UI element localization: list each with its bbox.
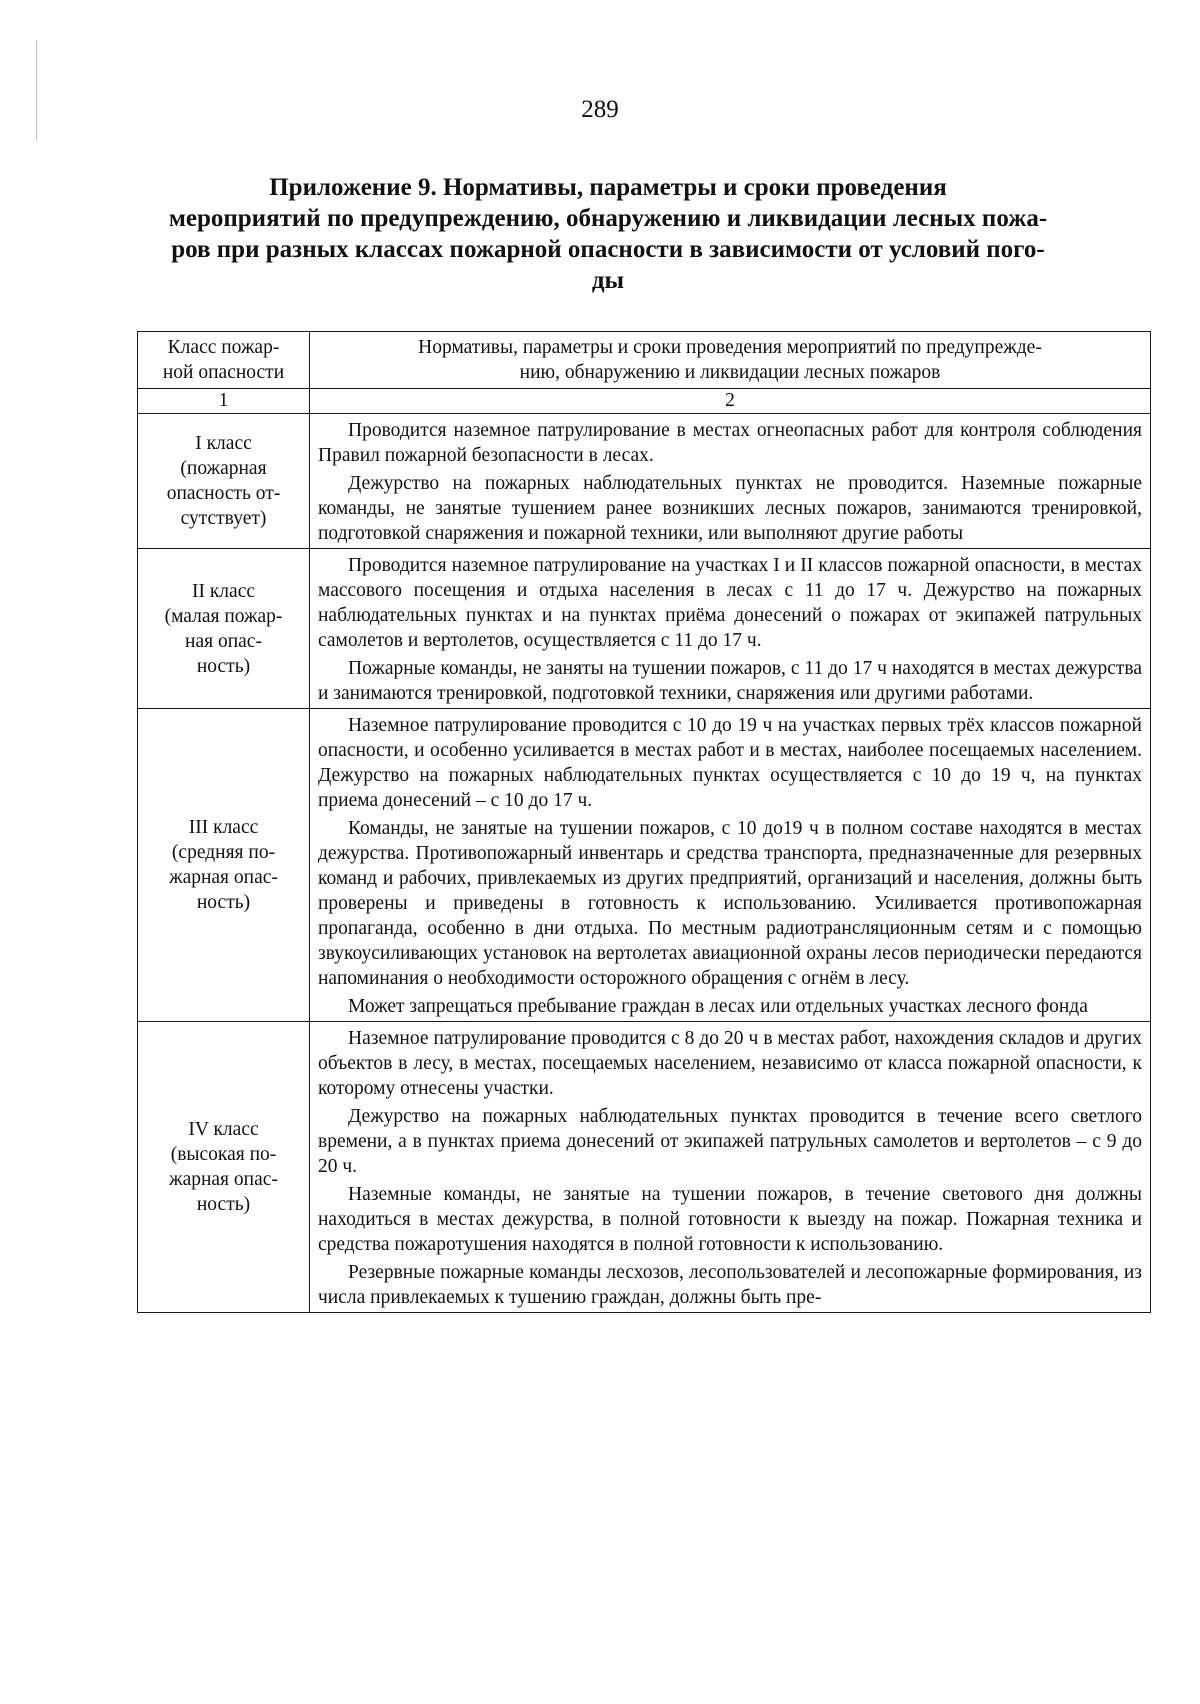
heading-line: ды (591, 267, 625, 294)
norms-paragraph: Проводится наземное патрулирование в местах огнеопасных работ для контроля соблюдения Правил пожарной безопасности в лесах. (318, 420, 1142, 466)
norms-paragraph: Пожарные команды, не заняты на тушении пожаров, с 11 до 17 ч находятся в местах дежурства и занимаются тренировкой, подготовкой техники, снаряжения или другими работами. (318, 658, 1142, 704)
norms-paragraph: Может запрещаться пребывание граждан в лесах или отдельных участках лесного фонда (348, 996, 1088, 1017)
class-line: I класс (195, 433, 252, 454)
fire-class-cell (138, 414, 310, 549)
column-number-row (138, 389, 1151, 414)
class-line: (высокая по- (170, 1144, 277, 1165)
heading-line: Приложение 9. Нормативы, параметры и сроки проведения (269, 174, 947, 201)
fire-class-cell (138, 1022, 310, 1313)
norms-paragraph: Наземное патрулирование проводится с 8 до 20 ч в местах работ, нахождения складов и других объектов в лесу, в местах, посещаемых населением, независимо от класса пожарной опасности, к которому отнесены участки. (318, 1028, 1142, 1099)
heading-line: мероприятий по предупреждению, обнаружению и ликвидации лесных пожа- (168, 205, 1048, 232)
header-line: Класс пожар- (167, 337, 280, 358)
class-line: II класс (191, 580, 256, 602)
table-row (138, 709, 1151, 1022)
norms-cell (310, 414, 1151, 549)
norms-paragraph: Наземные команды, не занятые на тушении пожаров, в течение светового дня должны находиться в местах дежурства, в полной готовности к выезду на пожар. Пожарная техника и средства пожаротушения находятся в полной готовности к использованию. (318, 1184, 1142, 1255)
norms-paragraph: Резервные пожарные команды лесхозов, лесопользователей и лесопожарные формирования, из числа привлекаемых к тушению граждан, должны быть пре- (318, 1262, 1142, 1308)
column-number: 2 (310, 389, 1151, 414)
class-line: IV класс (188, 1119, 259, 1140)
class-line: (средняя по- (171, 842, 276, 863)
header-line: нию, обнаружению и ликвидации лесных пожаров (519, 362, 941, 383)
header-line: Нормативы, параметры и сроки проведения мероприятий по предупрежде- (418, 337, 1042, 358)
table-row (138, 414, 1151, 549)
class-line: ность) (196, 1194, 251, 1215)
norms-cell (310, 549, 1151, 709)
class-line: опасность от- (166, 483, 281, 504)
table-row (138, 1022, 1151, 1313)
class-line: сутствует) (180, 508, 267, 529)
norms-paragraph: Дежурство на пожарных наблюдательных пунктах проводится в течение всего светлого времени, а в пунктах приема донесений от экипажей патрульных самолетов и вертолетов – с 9 до 20 ч. (318, 1106, 1142, 1177)
header-norms (310, 332, 1151, 389)
norms-cell (310, 709, 1151, 1022)
norms-cell (310, 1022, 1151, 1313)
class-line: ность) (196, 892, 251, 913)
column-number: 1 (138, 389, 310, 414)
norms-table (137, 331, 1151, 1313)
norms-paragraph: Дежурство на пожарных наблюдательных пунктах не проводится. Наземные пожарные команды, не занятые тушением ранее возникших лесных пожаров, занимаются тренировкой, подготовкой снаряжения и пожарной техники, или выполняют другие работы (318, 473, 1142, 544)
class-line: ность) (196, 655, 251, 677)
norms-paragraph: Команды, не занятые на тушении пожаров, с 10 до19 ч в полном составе находятся в местах дежурства. Противопожарный инвентарь и средства транспорта, предназначенные для резервных команд и рабочих, привлекаемых из других предприятий, организаций и населения, должны быть проверены и приведены в готовность к использованию. Усиливается противопожарная пропаганда, особенно в дни отдыха. По местным радиотрансляционным сетям и с помощью звукоусиливающих установок на вертолетах авиационной охраны лесов периодически передаются напоминания о необходимости осторожного обращения с огнём в лесу. (318, 818, 1142, 989)
table-header-row (138, 332, 1151, 389)
class-line: жарная опас- (169, 1169, 278, 1190)
page-number: 289 (581, 96, 619, 123)
table-row (138, 549, 1151, 709)
class-line: (пожарная (180, 458, 267, 479)
norms-paragraph: Наземное патрулирование проводится с 10 до 19 ч на участках первых трёх классов пожарной опасности, и особенно усиливается в местах работ и в местах, наиболее посещаемых населением. Дежурство на пожарных наблюдательных пунктах осуществляется с 10 до 19 ч, на пунктах приема донесений – с 10 до 17 ч. (318, 715, 1142, 811)
fire-class-cell (138, 709, 310, 1022)
class-line: ная опас- (185, 630, 262, 652)
header-fire-class (138, 332, 310, 389)
norms-paragraph: Проводится наземное патрулирование на участках I и II классов пожарной опасности, в местах массового посещения и отдыха населения в лесах с 11 до 17 ч. Дежурство на пожарных наблюдательных пунктах и на пунктах приёма донесений о пожарах от экипажей патрульных самолетов и вертолетов, осуществляется с 11 до 17 ч. (318, 555, 1142, 651)
heading-line: ров при разных классах пожарной опасности в зависимости от условий пого- (171, 236, 1045, 263)
class-line: жарная опас- (169, 867, 278, 888)
class-line: III класс (188, 817, 259, 838)
class-line: (малая пожар- (164, 605, 283, 627)
header-line: ной опасности (162, 362, 285, 383)
appendix-heading (148, 172, 1068, 296)
scan-margin-mark (36, 40, 37, 140)
fire-class-cell (138, 549, 310, 709)
